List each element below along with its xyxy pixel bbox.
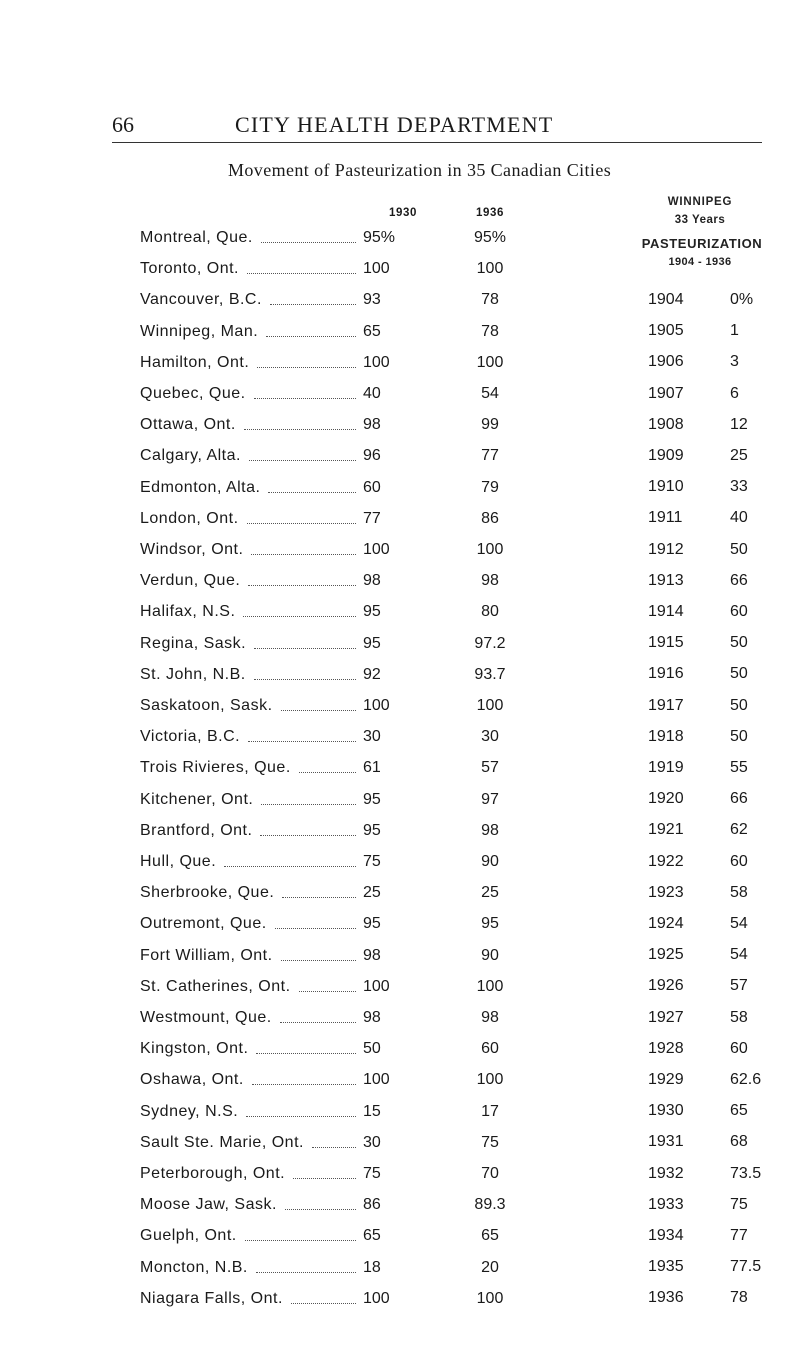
value-1930: 95 [363,603,381,621]
value-1930: 98 [363,572,381,590]
winnipeg-year: 1905 [648,322,684,340]
winnipeg-year-row [0,696,800,726]
value-1930: 95 [363,821,381,839]
value-1930: 93 [363,291,381,309]
winnipeg-year-row [0,976,800,1006]
value-1930: 100 [363,1071,390,1089]
city-name: St. Catherines, Ont. [140,977,291,995]
winnipeg-percentage: 62 [730,821,748,839]
winnipeg-year: 1911 [648,509,683,527]
winnipeg-year: 1916 [648,665,684,683]
value-1930: 15 [363,1102,381,1120]
value-1936: 100 [476,260,504,278]
city-name: Hamilton, Ont. [140,353,250,371]
winnipeg-year-row [0,290,800,320]
winnipeg-percentage: 50 [730,696,748,714]
winnipeg-header-range: 1904 - 1936 [668,256,732,268]
winnipeg-year: 1934 [648,1227,684,1244]
winnipeg-year: 1927 [648,1008,684,1026]
column-header-1930: 1930 [389,207,417,219]
leader-dots [247,259,356,274]
value-1930: 65 [363,322,381,340]
winnipeg-percentage: 54 [730,915,748,932]
winnipeg-year-row [0,1226,800,1256]
winnipeg-percentage: 60 [730,852,748,870]
city-name: Victoria, B.C. [140,728,241,746]
winnipeg-percentage: 77 [730,1227,748,1244]
city-name: Niagara Falls, Ont. [140,1289,283,1307]
city-name: Quebec, Que. [140,385,246,402]
value-1936: 75 [481,1133,499,1151]
value-1930: 100 [363,260,390,278]
value-1930: 100 [363,353,390,371]
winnipeg-percentage: 1 [730,322,739,340]
city-name: Ottawa, Ont. [140,416,236,434]
winnipeg-percentage: 54 [730,946,748,964]
city-name: Outremont, Que. [140,915,267,933]
city-name: Peterborough, Ont. [140,1165,286,1182]
winnipeg-year: 1926 [648,977,684,995]
city-name: Hull, Que. [140,853,217,870]
winnipeg-percentage: 50 [730,540,748,558]
winnipeg-year-row [0,1070,800,1100]
value-1936: 98 [481,1009,499,1026]
city-name: Saskatoon, Sask. [140,697,273,714]
winnipeg-year-row [0,1288,800,1318]
winnipeg-year: 1922 [648,852,684,870]
winnipeg-year-row [0,852,800,882]
value-1936: 100 [476,1071,504,1089]
value-1930: 100 [363,541,390,558]
winnipeg-percentage: 66 [730,571,748,589]
value-1936: 79 [481,478,499,496]
value-1936: 78 [481,322,499,340]
winnipeg-year-row [0,633,800,663]
city-name: Moose Jaw, Sask. [140,1196,277,1214]
winnipeg-percentage: 60 [730,1039,748,1057]
winnipeg-year: 1936 [648,1289,684,1307]
winnipeg-year-row [0,415,800,445]
winnipeg-year-row [0,945,800,975]
value-1936: 90 [481,946,499,964]
city-name: Sherbrooke, Que. [140,884,275,902]
value-1930: 100 [363,1289,390,1307]
winnipeg-header-title: WINNIPEG [667,196,733,208]
winnipeg-year-row [0,1132,800,1162]
winnipeg-percentage: 50 [730,665,748,683]
winnipeg-percentage: 55 [730,759,748,776]
value-1930: 75 [363,1165,381,1182]
winnipeg-year-row [0,1164,800,1194]
city-name: Regina, Sask. [140,634,247,652]
winnipeg-year-row [0,1101,800,1131]
winnipeg-year: 1909 [648,447,684,464]
winnipeg-year: 1923 [648,883,684,901]
value-1936: 54 [481,385,499,402]
value-1936: 70 [481,1165,499,1182]
value-1936: 57 [481,759,499,777]
value-1936: 93.7 [474,665,506,683]
winnipeg-year: 1928 [648,1039,684,1057]
winnipeg-year-row [0,820,800,850]
winnipeg-year: 1919 [648,759,684,776]
value-1930: 18 [363,1258,381,1276]
city-name: London, Ont. [140,509,239,527]
winnipeg-year: 1929 [648,1071,684,1088]
value-1930: 100 [363,697,390,714]
value-1936: 99 [481,416,499,434]
city-name: St. John, N.B. [140,665,246,683]
value-1930: 65 [363,1227,381,1245]
winnipeg-year: 1931 [648,1133,684,1151]
winnipeg-year: 1913 [648,571,684,589]
city-name: Toronto, Ont. [140,260,239,278]
value-1930: 61 [363,759,381,777]
value-1936: 89.3 [474,1196,506,1214]
winnipeg-year: 1925 [648,946,684,964]
value-1936: 86 [481,509,499,527]
winnipeg-year-row [0,508,800,538]
value-1936: 65 [481,1227,499,1245]
winnipeg-percentage: 73.5 [730,1164,762,1182]
winnipeg-percentage: 40 [730,509,748,527]
value-1936: 20 [481,1258,499,1276]
city-name: Kitchener, Ont. [140,790,254,808]
winnipeg-percentage: 78 [730,1289,748,1307]
value-1930: 95 [363,634,381,652]
value-1936: 98 [481,572,499,590]
city-name: Windsor, Ont. [140,541,244,558]
winnipeg-year: 1907 [648,384,684,402]
winnipeg-year: 1921 [648,821,684,839]
winnipeg-percentage: 60 [730,603,748,620]
winnipeg-percentage: 57 [730,977,748,995]
value-1936: 77 [481,447,499,465]
value-1930: 96 [363,447,381,465]
value-1930: 40 [363,385,381,402]
winnipeg-year: 1935 [648,1258,684,1276]
winnipeg-year-row [0,477,800,507]
city-name: Westmount, Que. [140,1009,272,1026]
winnipeg-year-row [0,1257,800,1287]
winnipeg-percentage: 58 [730,883,748,901]
winnipeg-year: 1912 [648,540,684,558]
value-1936: 97.2 [474,634,506,652]
value-1936: 100 [476,697,504,714]
winnipeg-percentage: 0% [730,291,754,308]
city-name: Vancouver, B.C. [140,291,262,309]
value-1936: 100 [476,353,504,371]
value-1936: 80 [481,603,499,621]
winnipeg-percentage: 75 [730,1195,748,1213]
value-1930: 77 [363,509,381,527]
city-name: Halifax, N.S. [140,603,236,621]
winnipeg-year-row [0,1039,800,1069]
city-name: Trois Rivieres, Que. [140,759,291,777]
winnipeg-year-row [0,321,800,351]
value-1930: 98 [363,416,381,434]
header-rule [112,142,762,143]
winnipeg-header-subject: PASTEURIZATION [641,236,763,251]
winnipeg-percentage: 50 [730,727,748,745]
winnipeg-year-row [0,602,800,632]
winnipeg-year: 1933 [648,1195,684,1213]
winnipeg-year-row [0,789,800,819]
winnipeg-year: 1920 [648,790,684,808]
winnipeg-year-row [0,727,800,757]
value-1936: 25 [481,884,499,902]
city-name: Fort William, Ont. [140,946,273,964]
winnipeg-year: 1906 [648,353,684,371]
winnipeg-year: 1904 [648,291,684,308]
city-name: Verdun, Que. [140,572,241,590]
winnipeg-year-row [0,914,800,944]
value-1930: 50 [363,1040,381,1058]
winnipeg-percentage: 33 [730,478,748,496]
city-name: Kingston, Ont. [140,1040,249,1058]
value-1936: 98 [481,821,499,839]
winnipeg-year: 1932 [648,1164,684,1182]
winnipeg-year-row [0,571,800,601]
page-number: 66 [112,112,134,137]
city-name: Guelph, Ont. [140,1227,237,1245]
column-header-1936: 1936 [476,207,504,219]
winnipeg-year-row [0,1195,800,1225]
winnipeg-year: 1924 [648,915,684,932]
winnipeg-percentage: 3 [730,353,739,371]
winnipeg-year: 1908 [648,415,684,433]
city-name: Moncton, N.B. [140,1258,248,1276]
city-name: Calgary, Alta. [140,447,241,465]
value-1930: 95 [363,915,381,933]
city-name: Oshawa, Ont. [140,1071,244,1089]
value-1930: 30 [363,728,381,746]
city-name: Montreal, Que. [140,229,253,246]
winnipeg-percentage: 6 [730,384,739,402]
winnipeg-year-row [0,664,800,694]
winnipeg-year: 1915 [648,634,684,652]
winnipeg-header-years: 33 Years [674,214,726,226]
city-name: Sault Ste. Marie, Ont. [140,1133,304,1151]
winnipeg-percentage: 12 [730,415,748,433]
winnipeg-year: 1918 [648,727,684,745]
value-1930: 92 [363,665,381,683]
value-1936: 97 [481,790,499,808]
value-1930: 86 [363,1196,381,1214]
value-1930: 98 [363,1009,381,1026]
winnipeg-year: 1930 [648,1102,684,1120]
table-title: Movement of Pasteurization in 35 Canadian Cities [228,160,612,180]
winnipeg-year-row [0,883,800,913]
value-1930: 98 [363,946,381,964]
winnipeg-percentage: 62.6 [730,1071,762,1088]
value-1930: 60 [363,478,381,496]
table-row [0,228,800,258]
value-1936: 100 [476,1289,504,1307]
value-1930: 30 [363,1133,381,1151]
city-name: Sydney, N.S. [140,1102,239,1120]
winnipeg-percentage: 65 [730,1102,748,1120]
value-1936: 17 [481,1102,499,1120]
winnipeg-year-row [0,540,800,570]
winnipeg-year-row [0,446,800,476]
winnipeg-percentage: 77.5 [730,1258,762,1276]
winnipeg-percentage: 68 [730,1133,748,1151]
city-name: Winnipeg, Man. [140,322,259,340]
winnipeg-year-row [0,1008,800,1038]
winnipeg-year-row [0,352,800,382]
city-name: Edmonton, Alta. [140,478,261,496]
value-1930: 25 [363,884,381,902]
value-1936: 100 [476,541,504,558]
running-head: CITY HEALTH DEPARTMENT [235,112,554,137]
winnipeg-year: 1914 [648,603,684,620]
value-1930: 95% [363,229,396,246]
value-1936: 90 [481,853,499,870]
winnipeg-percentage: 50 [730,634,748,652]
value-1936: 78 [481,291,499,309]
value-1936: 60 [481,1040,499,1058]
winnipeg-year-row [0,384,800,414]
value-1930: 100 [363,977,390,995]
winnipeg-year: 1910 [648,478,684,496]
winnipeg-percentage: 66 [730,790,748,808]
value-1930: 95 [363,790,381,808]
winnipeg-percentage: 25 [730,447,748,464]
value-1936: 100 [476,977,504,995]
winnipeg-percentage: 58 [730,1008,748,1026]
value-1930: 75 [363,853,381,870]
leader-dots [261,228,356,243]
winnipeg-year-row [0,758,800,788]
winnipeg-year: 1917 [648,696,684,714]
value-1936: 95% [473,229,507,246]
table-row [0,259,800,289]
city-name: Brantford, Ont. [140,821,253,839]
value-1936: 30 [481,728,499,746]
value-1936: 95 [481,915,499,933]
